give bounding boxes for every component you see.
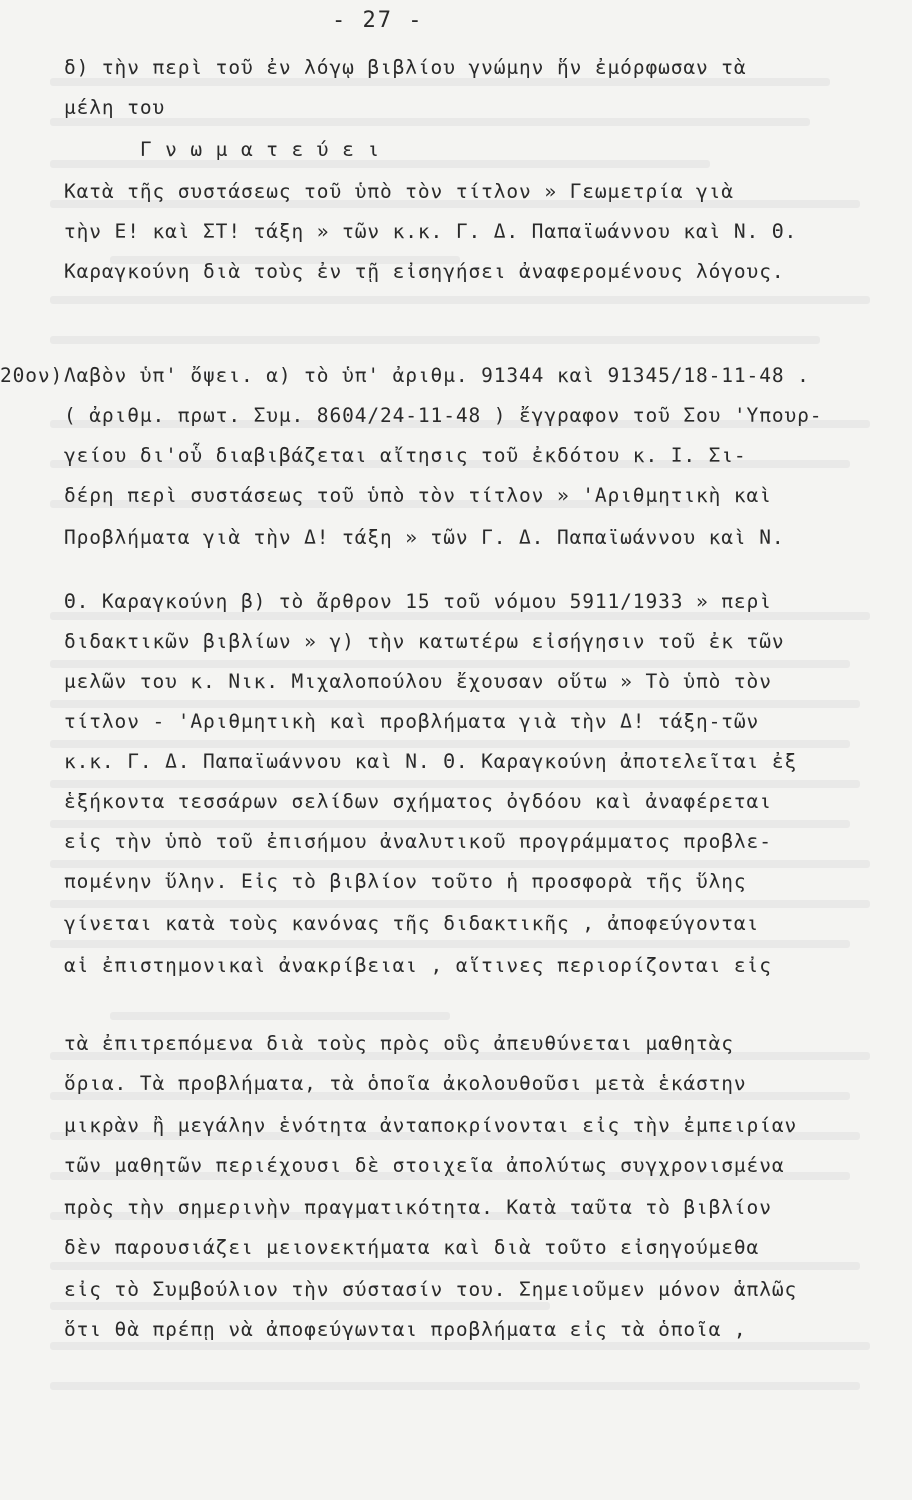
text-line: δέρη περὶ συστάσεως τοῦ ὑπὸ τὸν τίτλον » 'Αριθμητικὴ καὶ xyxy=(64,484,772,507)
text-line: μέλη του xyxy=(64,96,166,119)
text-line: ( ἀριθμ. πρωτ. Συμ. 8604/24-11-48 ) ἔγγραφον τοῦ Σου 'Υπουρ- xyxy=(64,404,823,427)
text-line: τὴν Ε! καὶ ΣΤ! τάξη » τῶν κ.κ. Γ. Δ. Παπαϊωάννου καὶ Ν. Θ. xyxy=(64,220,798,243)
text-line: εἰς τὴν ὑπὸ τοῦ ἐπισήμου ἀναλυτικοῦ προγράμματος προβλε- xyxy=(64,830,772,853)
text-line: γείου δι'οὗ διαβιβάζεται αἴτησις τοῦ ἐκδότου κ. Ι. Σι- xyxy=(64,444,747,467)
resolution-heading: Γ ν ω μ α τ ε ύ ε ι xyxy=(64,138,380,161)
text-line: κ.κ. Γ. Δ. Παπαϊωάννου καὶ Ν. Θ. Καραγκούνη ἀποτελεῖται ἐξ xyxy=(64,750,798,773)
text-line: διδακτικῶν βιβλίων » γ) τὴν κατωτέρω εἰσήγησιν τοῦ ἐκ τῶν xyxy=(64,630,785,653)
margin-item-number: 20ον) xyxy=(0,364,64,387)
text-line: αἱ ἐπιστημονικαὶ ἀνακρίβειαι , αἵτινες περιορίζονται εἰς xyxy=(64,954,772,977)
text-line: τίτλον - 'Αριθμητικὴ καὶ προβλήματα γιὰ τὴν Δ! τάξη-τῶν xyxy=(64,710,760,733)
text-line: ὅρια. Τὰ προβλήματα, τὰ ὁποῖα ἀκολουθοῦσι μετὰ ἑκάστην xyxy=(64,1072,747,1095)
page-number: - 27 - xyxy=(332,8,424,33)
text-line: εἰς τὸ Συμβούλιον τὴν σύστασίν του. Σημειοῦμεν μόνον ἁπλῶς xyxy=(64,1278,798,1301)
text-line: Προβλήματα γιὰ τὴν Δ! τάξη » τῶν Γ. Δ. Παπαϊωάννου καὶ Ν. xyxy=(64,526,785,549)
text-line: πρὸς τὴν σημερινὴν πραγματικότητα. Κατὰ ταῦτα τὸ βιβλίον xyxy=(64,1196,772,1219)
text-line: μελῶν του κ. Νικ. Μιχαλοπούλου ἔχουσαν οὕτω » Τὸ ὑπὸ τὸν xyxy=(64,670,772,693)
text-line: τῶν μαθητῶν περιέχουσι δὲ στοιχεῖα ἀπολύτως συγχρονισμένα xyxy=(64,1154,785,1177)
text-line: δ) τὴν περὶ τοῦ ἐν λόγῳ βιβλίου γνώμην ἥν ἐμόρφωσαν τὰ xyxy=(64,56,747,79)
text-line: Κατὰ τῆς συστάσεως τοῦ ὑπὸ τὸν τίτλον » Γεωμετρία γιὰ xyxy=(64,180,734,203)
text-line: ἑξήκοντα τεσσάρων σελίδων σχήματος ὀγδόου καὶ ἀναφέρεται xyxy=(64,790,772,813)
text-line: γίνεται κατὰ τοὺς κανόνας τῆς διδακτικῆς , ἀποφεύγονται xyxy=(64,912,760,935)
text-line: τὰ ἐπιτρεπόμενα διὰ τοὺς πρὸς οὓς ἀπευθύνεται μαθητὰς xyxy=(64,1032,734,1055)
text-line: πομένην ὕλην. Εἰς τὸ βιβλίον τοῦτο ἡ προσφορὰ τῆς ὕλης xyxy=(64,870,747,893)
text-line: ὅτι θὰ πρέπῃ νὰ ἀποφεύγωνται προβλήματα εἰς τὰ ὁποῖα , xyxy=(64,1318,747,1341)
text-line: δὲν παρουσιάζει μειονεκτήματα καὶ διὰ τοῦτο εἰσηγούμεθα xyxy=(64,1236,760,1259)
text-line: Λαβὸν ὑπ' ὄψει. α) τὸ ὑπ' ἀριθμ. 91344 καὶ 91345/18-11-48 . xyxy=(64,364,810,387)
text-line: Θ. Καραγκούνη β) τὸ ἄρθρον 15 τοῦ νόμου 5911/1933 » περὶ xyxy=(64,590,772,613)
text-line: Καραγκούνη διὰ τοὺς ἐν τῇ εἰσηγήσει ἀναφερομένους λόγους. xyxy=(64,260,785,283)
text-line: μικρὰν ἢ μεγάλην ἑνότητα ἀνταποκρίνονται εἰς τὴν ἐμπειρίαν xyxy=(64,1114,798,1137)
